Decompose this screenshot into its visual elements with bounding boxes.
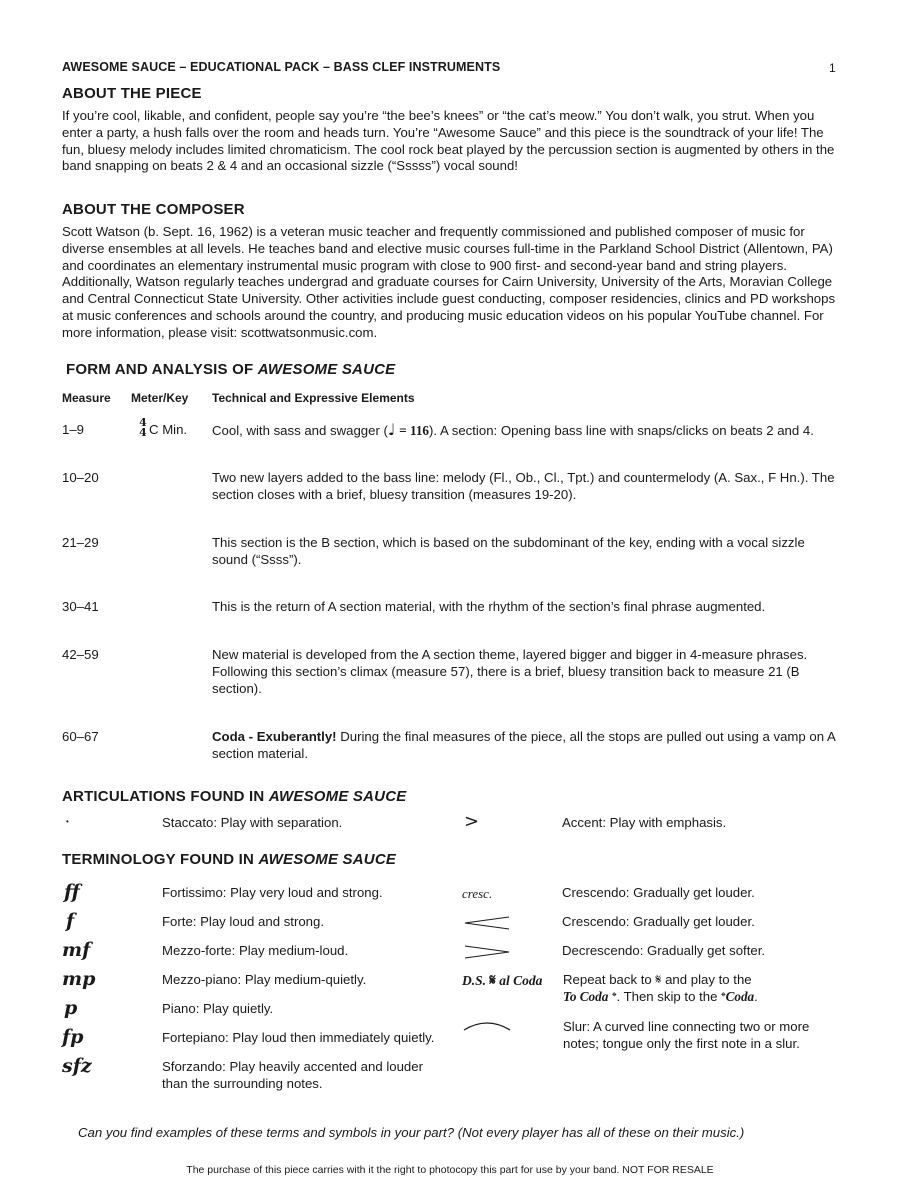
cresc-word-icon: cresc. [462, 886, 493, 901]
ds-label-b: al Coda [499, 973, 543, 988]
closing-question: Can you find examples of these terms and symbols in your part? (Not every player has all of these on their music.) [78, 1125, 745, 1140]
decresc-hairpin-desc: Decrescendo: Gradually get softer. [562, 943, 766, 958]
row-3-measure: 21–29 [62, 535, 99, 550]
about-composer-paragraph: Scott Watson (b. Sept. 16, 1962) is a veteran music teacher and frequently commissioned and published composer of music for diverse ensembles at all levels. He teaches band and elective music courses full-time in the Parkland School District (Allentown, PA) and coordinates an elementary instrumental music program with close to 900 first- and second-year band and string players. Additionally, Watson regularly teaches undergrad and graduate courses for Cairn University, University of the Arts, Moravian College and Central Connecticut State University. Other activities include guest conducting, composer residencies, clinics and PD workshops at music conferences and schools around the country, and producing music education videos on his popular YouTube channel. For more information, please visit: scottwatsonmusic.com. [62, 224, 836, 340]
coda-word: Coda [725, 988, 755, 1004]
row-5-measure: 42–59 [62, 647, 99, 662]
articulations-heading-prefix: ARTICULATIONS FOUND IN [62, 788, 269, 805]
ds-desc-f: . [754, 988, 758, 1004]
terminology-heading [62, 851, 396, 868]
ds-desc-d: . Then skip to the [616, 988, 718, 1004]
col-header-meter-key: Meter/Key [131, 391, 189, 405]
ds-al-coda-desc [563, 972, 843, 1007]
to-coda-label: To Coda [563, 988, 609, 1004]
accent-icon: > [464, 811, 480, 832]
ds-desc-a: Repeat back to [563, 972, 652, 987]
row-1-elements [212, 422, 842, 440]
row-6-measure: 60–67 [62, 729, 99, 744]
quarter-note-icon: ♩ [387, 420, 396, 439]
row-1-text-pre: Cool, with sass and swagger ( [212, 423, 388, 438]
row-2-elements: Two new layers added to the bass line: melody (Fl., Ob., Cl., Tpt.) and countermelody (A. Sax., F Hn.). The section closes with a brief, bluesy transition (measures 19-20). [212, 470, 835, 502]
mezzo-forte-icon: mf [62, 939, 91, 961]
slur-icon [462, 1017, 512, 1033]
row-1-text-post: ). A section: Opening bass line with snaps/clicks on beats 2 and 4. [429, 423, 814, 438]
row-2-measure: 10–20 [62, 470, 99, 485]
row-1-key: C Min. [149, 422, 188, 437]
coda-inline-icon-1: 𝄌 [611, 989, 617, 1005]
col-header-elements: Technical and Expressive Elements [212, 391, 415, 405]
segno-icon: 𝄋 [489, 971, 496, 989]
row-3-elements: This section is the B section, which is based on the subdominant of the key, ending with a vocal sizzle sound (“Ssss”). [212, 535, 805, 567]
accent-desc: Accent: Play with emphasis. [562, 815, 727, 830]
decrescendo-hairpin-icon [463, 944, 511, 960]
forte-desc: Forte: Play loud and strong. [162, 914, 325, 929]
terminology-heading-prefix: TERMINOLOGY FOUND IN [62, 851, 259, 868]
row-5-elements: New material is developed from the A section theme, layered bigger and bigger in 4-measure phrases. Following this section’s climax (measure 57), there is a brief, bluesy transition back to measure 21 (B section). [212, 647, 808, 696]
mezzo-piano-desc: Mezzo-piano: Play medium-quietly. [162, 972, 367, 987]
mezzo-forte-desc: Mezzo-forte: Play medium-loud. [162, 943, 349, 958]
fortepiano-desc: Fortepiano: Play loud then immediately quietly. [162, 1030, 435, 1045]
piano-desc: Piano: Play quietly. [162, 1001, 274, 1016]
row-6-elements [212, 729, 842, 763]
mezzo-piano-icon: mp [62, 968, 96, 990]
row-4-measure: 30–41 [62, 599, 99, 614]
slur-desc: Slur: A curved line connecting two or more notes; tongue only the first note in a slur. [563, 1019, 810, 1051]
articulations-heading-title: AWESOME SAUCE [268, 788, 407, 805]
about-piece-heading: ABOUT THE PIECE [62, 85, 202, 102]
staccato-icon: • [66, 817, 69, 826]
articulations-heading [62, 788, 406, 805]
coda-label: Coda - Exuberantly! [212, 729, 337, 744]
page-number: 1 [829, 61, 836, 75]
ds-al-coda-icon [462, 971, 542, 989]
about-piece-paragraph: If you’re cool, likable, and confident, people say you’re “the bee’s knees” or “the cat’s meow.” You don’t walk, you strut. When you enter a party, a hush falls over the room and heads turn. You’re “Awesome Sauce” and this piece is the soundtrack of your life! The fun, bluesy melody includes limited chromaticism. The cool rock beat played by the percussion section is augmented by others in the band snapping on beats 2 & 4 and an occasional sizzle (“Sssss”) vocal sound! [62, 108, 835, 174]
coda-inline-icon-2: 𝄌 [721, 989, 726, 1005]
sforzando-desc: Sforzando: Play heavily accented and louder than the surrounding notes. [162, 1059, 423, 1091]
cresc-hairpin-desc: Crescendo: Gradually get louder. [562, 914, 755, 929]
segno-inline-icon: 𝄋 [655, 972, 662, 988]
crescendo-hairpin-icon [463, 915, 511, 931]
row-1-measure: 1–9 [62, 422, 85, 437]
time-signature [137, 418, 149, 438]
tempo-marking: = 116 [399, 423, 430, 438]
row-6-text: During the final measures of the piece, all the stops are pulled out using a vamp on A section material. [212, 729, 836, 761]
row-4-elements: This is the return of A section material, with the rhythm of the section’s final phrase augmented. [212, 599, 766, 614]
staccato-desc: Staccato: Play with separation. [162, 815, 343, 830]
time-signature-bottom: 4 [139, 426, 147, 439]
ds-desc-b: and play to the [665, 972, 752, 987]
fortissimo-desc: Fortissimo: Play very loud and strong. [162, 885, 383, 900]
fortissimo-icon: ff [64, 881, 80, 903]
forte-icon: f [66, 910, 75, 932]
cresc-word-desc: Crescendo: Gradually get louder. [562, 885, 755, 900]
piano-icon: p [64, 997, 78, 1019]
form-heading-prefix: FORM AND ANALYSIS OF [66, 361, 258, 378]
fortepiano-icon: fp [62, 1026, 84, 1048]
time-signature-top: 4 [139, 416, 147, 429]
sforzando-icon: sfz [62, 1055, 92, 1077]
terminology-heading-title: AWESOME SAUCE [258, 851, 397, 868]
ds-label-a: D.S. [462, 973, 487, 988]
document-header-title: AWESOME SAUCE – EDUCATIONAL PACK – BASS CLEF INSTRUMENTS [62, 60, 501, 74]
about-composer-heading: ABOUT THE COMPOSER [62, 201, 245, 218]
form-analysis-heading [66, 361, 395, 378]
legal-footer: The purchase of this piece carries with it the right to photocopy this part for use by your band. NOT FOR RESALE [186, 1164, 714, 1176]
col-header-measure: Measure [62, 391, 111, 405]
form-heading-title: AWESOME SAUCE [257, 361, 396, 378]
